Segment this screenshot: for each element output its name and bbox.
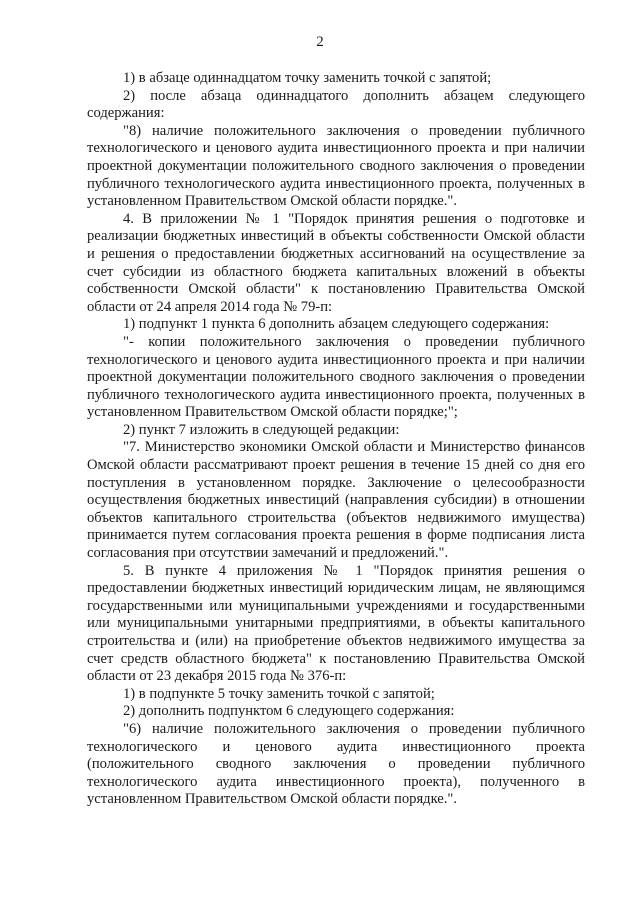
paragraph: "7. Министерство экономики Омской области и Министерство финансов Омской области рассматривают проект решения в течение 15 дней со дня его поступления в установленном порядке. Заключение о целесообразности осуществления бюджетных инвестиций (направления субсидии) в отношении объектов капитального строительства (объектов недвижимого имущества) принимается путем согласования проекта решения в форме подписания листа согласования при отсутствии замечаний и предложений.".: [87, 439, 585, 562]
paragraph: "6) наличие положительного заключения о проведении публичного технологического и ценового аудита инвестиционного проекта (положительного сводного заключения о проведении публичного технологического аудита инвестиционного проекта), полученного в установленном Правительством Омской области порядке.".: [87, 720, 585, 808]
paragraph: 2) после абзаца одиннадцатого дополнить абзацем следующего содержания:: [87, 87, 585, 122]
paragraph: "- копии положительного заключения о проведении публичного технологического и ценового аудита инвестиционного проекта и при наличии проектной документации положительного сводного заключения о проведении публичного технологического аудита инвестиционного проекта, полученных в установленном Правительством Омской области порядке;";: [87, 333, 585, 421]
paragraph: 5. В пункте 4 приложения № 1 "Порядок принятия решения о предоставлении бюджетных инвестиций юридическим лицам, не являющимся государственными или муниципальными учреждениями и государственными или муниципальными унитарными предприятиями, в объекты капитального строительства и (или) на приобретение объектов недвижимого имущества за счет средств областного бюджета" к постановлению Правительства Омской области от 23 декабря 2015 года № 376-п:: [87, 562, 585, 685]
paragraph: 2) пункт 7 изложить в следующей редакции:: [123, 421, 400, 438]
paragraph: 2) дополнить подпунктом 6 следующего содержания:: [123, 703, 455, 720]
paragraph: 1) в подпункте 5 точку заменить точкой с запятой;: [123, 685, 435, 702]
paragraph: 1) в абзаце одиннадцатом точку заменить точкой с запятой;: [123, 70, 492, 86]
document-body: [87, 70, 585, 809]
page-number: 2: [316, 34, 324, 50]
paragraph: "8) наличие положительного заключения о проведении публичного технологического и ценового аудита инвестиционного проекта и при наличии проектной документации положительного сводного заключения о проведении публичного технологического аудита инвестиционного проекта, полученных в установленном Правительством Омской области порядке.".: [87, 122, 585, 210]
paragraph: 4. В приложении № 1 "Порядок принятия решения о подготовке и реализации бюджетных инвестиций в объекты собственности Омской области и решения о предоставлении бюджетных ассигнований на осуществление за счет субсидии из областного бюджета капитальных вложений в объекты собственности Омской области" к постановлению Правительства Омской области от 24 апреля 2014 года № 79-п:: [87, 210, 585, 315]
paragraph: 1) подпункт 1 пункта 6 дополнить абзацем следующего содержания:: [123, 316, 550, 333]
